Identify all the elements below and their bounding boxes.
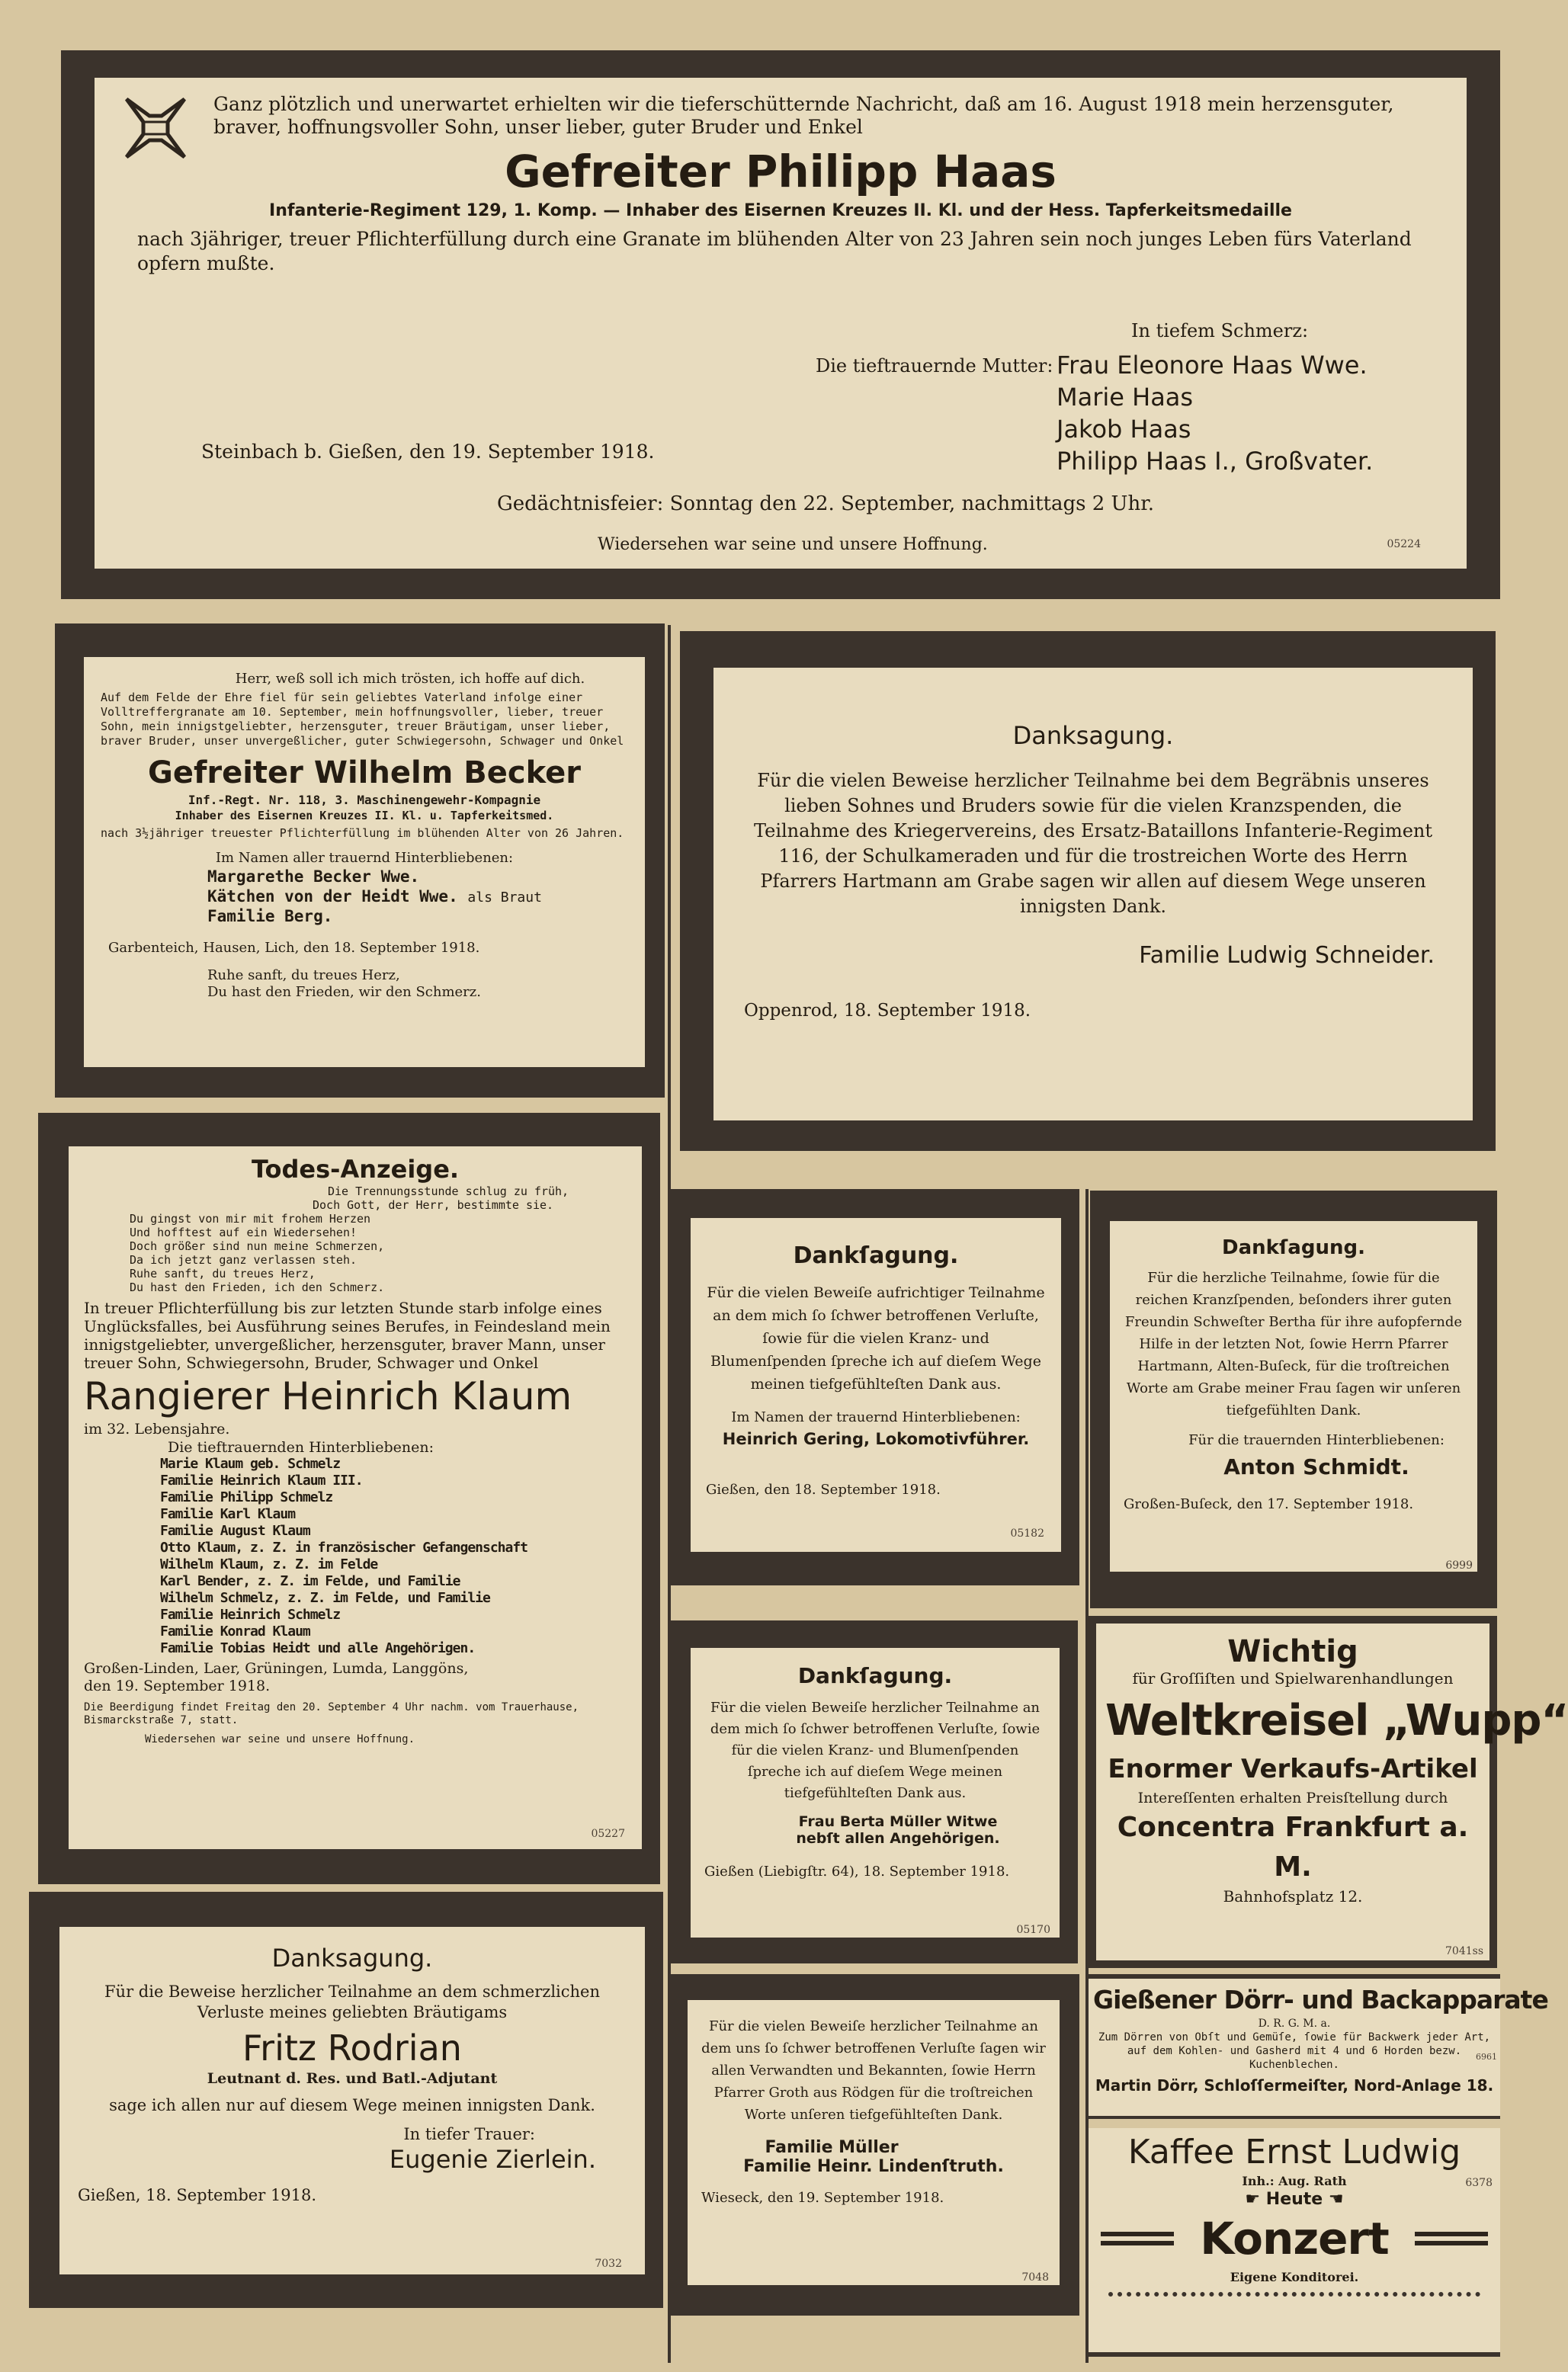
becker-text-2: nach 3½jähriger treuester Pflichterfüllung im blühenden Alter von 26 Jahren.	[101, 826, 624, 840]
thanks-anton-schmidt	[1090, 1191, 1497, 1608]
ad-weltkreisel-wupp	[1089, 1616, 1568, 1968]
kaffee-concert-row	[1093, 2212, 1496, 2265]
doerr-title: Gießener Dörr- und Backapparate	[1093, 1985, 1548, 2015]
klaum-name: Rangierer Heinrich Klaum	[84, 1374, 572, 1418]
wupp-number: 7041ss	[1445, 1945, 1483, 1957]
becker-text: Auf dem Felde der Ehre fiel für sein geliebtes Vaterland infolge einer Volltreffergranate am 10. September, mein hoffnungsvoller, lieber, treuer Sohn, mein innigstgeliebter, herzensguter, treuer Bräutigam, unser lieber, braver Bruder, unser unvergeßlicher, guter Schwiegersohn, Schwager und Onkel	[101, 691, 624, 748]
becker-place: Garbenteich, Hausen, Lich, den 18. September 1918.	[108, 940, 480, 956]
becker-closing-1: Ruhe sanft, du treues Herz,	[207, 967, 400, 983]
wupp-company: Concentra Frankfurt a. M.	[1117, 1812, 1469, 1883]
becker-unit-2: Inhaber des Eisernen Kreuzes II. Kl. u. Tapferkeitsmed.	[175, 809, 554, 822]
becker-mourners	[207, 867, 628, 926]
rodrian-name: Fritz Rodrian	[242, 2027, 462, 2069]
thanks-fritz-rodrian	[29, 1892, 663, 2308]
rodrian-text-2: sage ich allen nur auf diesem Wege meinen innigsten Dank.	[109, 2096, 595, 2114]
becker-mourn-intro: Im Namen aller trauernd Hinterbliebenen:	[215, 850, 514, 866]
thanks-heinrich-gering	[671, 1189, 1079, 1585]
rodrian-rank: Leutnant d. Res. und Batl.-Adjutant	[207, 2070, 498, 2087]
haas-unit: Infanterie-Regiment 129, 1. Komp. — Inhaber des Eisernen Kreuzes II. Kl. und der Hess. Tapferkeitsmedaille	[269, 201, 1292, 220]
haas-grief: In tiefem Schmerz:	[1131, 320, 1309, 341]
klaum-mourner: Marie Klaum geb. Schmelz	[160, 1456, 341, 1472]
becker-name: Gefreiter Wilhelm Becker	[147, 755, 581, 790]
rodrian-text: Für die Beweise herzlicher Teilnahme an dem schmerzlichen Verluste meines geliebten Bräutigams	[104, 1983, 601, 2021]
klaum-text: In treuer Pflichterfüllung bis zur letzten Stunde starb infolge eines Unglücksfalles, bei Ausführung seines Berufes, in Feindesland mein innigstgeliebter, unvergeßlicher, herzensguter, braver Mann, unser treuer Sohn, Schwiegersohn, Bruder, Schwager und Onkel	[84, 1299, 611, 1372]
berta-signature-2: nebſt allen Angehörigen.	[796, 1830, 1000, 1847]
ad-kaffee-ernst-ludwig	[1089, 2128, 1500, 2357]
wupp-address: Bahnhofsplatz 12.	[1223, 1887, 1363, 1906]
berta-signature-1: Frau Berta Müller Witwe	[798, 1813, 998, 1830]
obituary-philipp-haas	[61, 50, 1500, 599]
becker-mourner: Familie Berg.	[207, 907, 333, 925]
schneider-signature: Familie Ludwig Schneider.	[1139, 942, 1435, 969]
klaum-number: 05227	[591, 1828, 625, 1840]
klaum-verse-line: Du gingst von mir mit frohem Herzen	[130, 1212, 371, 1226]
haas-mourner: Marie Haas	[1057, 383, 1194, 412]
becker-mourner: Margarethe Becker Wwe.	[207, 867, 420, 886]
kaffee-today	[1093, 2190, 1496, 2209]
berta-text: Für die vielen Beweiſe herzlicher Teilnahme an dem mich ſo ſchwer betroffenen Verluſte, ſowie für die vielen Kranz- und Blumenſpenden ſpreche ich auf dieſem Wege meinen tiefgefühlteſten Dank aus.	[710, 1700, 1041, 1801]
gering-number: 05182	[1010, 1527, 1044, 1540]
haas-mourner: Philipp Haas I., Großvater.	[1057, 447, 1374, 476]
klaum-mourn-intro: Die tieftrauernden Hinterbliebenen:	[168, 1439, 434, 1456]
hand-left-icon: ☛	[1245, 2190, 1266, 2209]
klaum-verse-line: Und hofftest auf ein Wiedersehen!	[130, 1226, 358, 1239]
becker-unit-1: Inf.-Regt. Nr. 118, 3. Maschinengewehr-Kompagnie	[188, 793, 541, 807]
rodrian-title: Danksagung.	[271, 1944, 433, 1973]
gering-place: Gießen, den 18. September 1918.	[706, 1482, 941, 1498]
berta-number: 05170	[1016, 1924, 1050, 1936]
haas-number: 05224	[1387, 538, 1421, 550]
haas-mother-label: Die tieftrauernde Mutter:	[816, 355, 1053, 377]
haas-mourner: Jakob Haas	[1057, 415, 1191, 444]
hand-right-icon: ☚	[1323, 2190, 1344, 2209]
kaffee-today-label: Heute	[1265, 2190, 1323, 2209]
thanks-mueller-lindenstruth	[669, 1974, 1079, 2316]
schneider-text: Für die vielen Beweise herzlicher Teilnahme bei dem Begräbnis unseres lieben Sohnes und Bruders sowie für die vielen Kranzspenden, die Teilnahme des Kriegervereins, des Ersatz-Bataillons Infanterie-Regiment 116, der Schulkameraden und für die trostreichen Worte des Herrn Pfarrers Hartmann am Grabe sagen wir allen auf diesem Wege unseren innigsten Dank.	[753, 770, 1433, 917]
kaffee-number: 6378	[1465, 2177, 1493, 2189]
klaum-verse	[84, 1184, 627, 1294]
klaum-age: im 32. Lebensjahre.	[84, 1421, 230, 1438]
doerr-maker: Martin Dörr, Schloſſermeiſter, Nord-Anlage 18.	[1095, 2076, 1494, 2095]
rodrian-signature: Eugenie Zierlein.	[389, 2145, 596, 2174]
iron-cross-icon	[120, 93, 191, 163]
klaum-mourner: Familie Tobias Heidt und alle Angehörigen.	[160, 1640, 476, 1656]
becker-closing-2: Du hast den Frieden, wir den Schmerz.	[207, 984, 481, 1000]
klaum-mourner: Familie Karl Klaum	[160, 1506, 296, 1522]
becker-verse: Herr, weß soll ich mich trösten, ich hoffe auf dich.	[235, 671, 585, 687]
wupp-title: Wichtig	[1227, 1634, 1358, 1669]
schmidt-signature: Anton Schmidt.	[1223, 1454, 1409, 1479]
haas-place: Steinbach b. Gießen, den 19. September 1918.	[201, 441, 655, 463]
obituary-heinrich-klaum	[38, 1113, 660, 1884]
klaum-verse-line: Doch größer sind nun meine Schmerzen,	[130, 1239, 385, 1253]
lindenstruth-place: Wieseck, den 19. September 1918.	[701, 2190, 944, 2206]
schneider-title: Danksagung.	[1012, 721, 1174, 750]
concert-line-right-icon	[1415, 2232, 1488, 2236]
obituary-wilhelm-becker	[55, 623, 665, 1098]
wupp-info: Intereſſenten erhalten Preisſtellung durch	[1137, 1790, 1448, 1806]
gering-title: Dankſagung.	[793, 1242, 959, 1269]
klaum-verse-line: Du hast den Frieden, ich den Schmerz.	[130, 1281, 385, 1294]
klaum-mourner: Familie August Klaum	[160, 1523, 310, 1539]
rodrian-grief: In tiefer Trauer:	[403, 2125, 535, 2143]
rodrian-place: Gießen, 18. September 1918.	[78, 2186, 317, 2204]
klaum-place: Großen-Linden, Laer, Grüningen, Lumda, Langgöns, den 19. September 1918.	[84, 1660, 469, 1694]
klaum-mourner: Karl Bender, z. Z. im Felde, und Familie	[160, 1573, 460, 1589]
dotted-border-icon	[1108, 2292, 1480, 2297]
kaffee-name: Kaffee Ernst Ludwig	[1127, 2133, 1461, 2172]
thanks-ludwig-schneider	[680, 631, 1496, 1151]
klaum-mourner: Wilhelm Klaum, z. Z. im Felde	[160, 1556, 378, 1572]
kaffee-concert: Konzert	[1200, 2213, 1389, 2265]
klaum-verse-line: Die Trennungsstunde schlug zu früh,	[328, 1184, 569, 1198]
klaum-mourner: Familie Heinrich Schmelz	[160, 1607, 341, 1623]
wupp-slogan: Enormer Verkaufs-Artikel	[1108, 1754, 1478, 1784]
doerr-small-number: 6961	[1476, 2052, 1497, 2062]
gering-mourn-intro: Im Namen der trauernd Hinterbliebenen:	[731, 1409, 1021, 1425]
klaum-mourner: Otto Klaum, z. Z. in französischer Gefangenschaft	[160, 1540, 528, 1556]
lindenstruth-signature-2: Familie Heinr. Lindenſtruth.	[743, 2157, 1004, 2176]
haas-intro: Ganz plötzlich und unerwartet erhielten wir die tieferschütternde Nachricht, daß am 16. August 1918 mein herzensguter, braver, hoffnungsvoller Sohn, unser lieber, guter Bruder und Enkel	[213, 93, 1394, 138]
gering-signature: Heinrich Gering, Lokomotivführer.	[722, 1430, 1030, 1448]
wupp-subtitle: für Groſſiſten und Spielwarenhandlungen	[1132, 1669, 1454, 1688]
lindenstruth-signature-1: Familie Müller	[765, 2138, 899, 2157]
kaffee-bakery: Eigene Konditorei.	[1230, 2270, 1359, 2284]
berta-title: Dankſagung.	[797, 1663, 953, 1688]
haas-memorial: Gedächtnisfeier: Sonntag den 22. September, nachmittags 2 Uhr.	[497, 492, 1155, 515]
schmidt-text: Für die herzliche Teilnahme, ſowie für die reichen Kranzſpenden, beſonders ihrer guten Freundin Schweſter Bertha für ihre aufopfernde Hilfe in der letzten Not, ſowie Herrn Pfarrer Hartmann, Alten-Buſeck, für die troſtreichen Worte am Grabe meiner Frau ſagen wir unſeren tiefgefühlten Dank.	[1124, 1270, 1463, 1418]
berta-place: Gießen (Liebigſtr. 64), 18. September 1918.	[704, 1864, 1010, 1880]
thanks-berta-mueller	[671, 1620, 1078, 1963]
klaum-funeral: Die Beerdigung findet Freitag den 20. September 4 Uhr nachm. vom Trauerhause, Bismarckstraße 7, statt.	[84, 1701, 579, 1726]
kaffee-owner: Inh.: Aug. Rath	[1242, 2174, 1347, 2188]
lindenstruth-number: 7048	[1021, 2271, 1049, 2284]
schmidt-number: 6999	[1445, 1559, 1473, 1572]
klaum-title: Todes-Anzeige.	[251, 1155, 460, 1184]
schmidt-title: Dankſagung.	[1222, 1236, 1365, 1259]
klaum-mourners	[84, 1456, 627, 1657]
klaum-mourner: Familie Heinrich Klaum III.	[160, 1473, 363, 1489]
doerr-reg: D. R. G. M. a.	[1258, 2018, 1331, 2030]
klaum-verse-line: Doch Gott, der Herr, bestimmte sie.	[313, 1198, 554, 1212]
rodrian-number: 7032	[595, 2258, 622, 2270]
haas-name: Gefreiter Philipp Haas	[505, 146, 1057, 197]
klaum-closing: Wiedersehen war seine und unsere Hoffnung.	[145, 1733, 415, 1745]
klaum-mourner: Familie Philipp Schmelz	[160, 1489, 333, 1505]
schmidt-mourn-intro: Für die trauernden Hinterbliebenen:	[1188, 1432, 1445, 1448]
doerr-text: Zum Dörren von Obſt und Gemüſe, ſowie für Backwerk jeder Art, auf dem Kohlen- und Gasherd mit 4 und 6 Horden bezw. Kuchenblechen.	[1098, 2031, 1491, 2071]
haas-mourners	[1057, 349, 1373, 477]
klaum-mourner: Familie Konrad Klaum	[160, 1624, 310, 1640]
klaum-verse-line: Ruhe sanft, du treues Herz,	[130, 1267, 316, 1281]
schmidt-place: Großen-Buſeck, den 17. September 1918.	[1124, 1496, 1414, 1512]
gering-text: Für die vielen Beweiſe aufrichtiger Teilnahme an dem mich ſo ſchwer betroffenen Verluſte, ſowie für die vielen Kranz- und Blumenſpenden ſpreche ich auf dieſem Wege meinen tiefgefühlteſten Dank aus.	[707, 1284, 1045, 1393]
haas-closing: Wiedersehen war seine und unsere Hoffnung.	[598, 535, 988, 554]
klaum-mourner: Wilhelm Schmelz, z. Z. im Felde, und Familie	[160, 1590, 490, 1606]
klaum-verse-line: Da ich jetzt ganz verlassen steh.	[130, 1253, 358, 1267]
haas-text: nach 3jähriger, treuer Pflichterfüllung durch eine Granate im blühenden Alter von 23 Jahren sein noch junges Leben fürs Vaterland opfern mußte.	[137, 228, 1412, 274]
lindenstruth-text: Für die vielen Beweiſe herzlicher Teilnahme an dem uns ſo ſchwer betroffenen Verluſte ſagen wir allen Verwandten und Bekannten, ſowie Herrn Pfarrer Groth aus Rödgen für die troſtreichen Worte unſeren tiefgefühlteſten Dank.	[701, 2018, 1046, 2123]
ad-doerr-backapparate	[1089, 1974, 1548, 2119]
haas-mourner: Frau Eleonore Haas Wwe.	[1057, 351, 1368, 380]
concert-line-left-icon	[1101, 2232, 1174, 2236]
wupp-product: Weltkreisel „Wupp“	[1105, 1696, 1568, 1745]
becker-braut: als Braut	[467, 890, 542, 906]
schneider-place: Oppenrod, 18. September 1918.	[744, 1001, 1031, 1021]
becker-mourner: Kätchen von der Heidt Wwe.	[207, 887, 458, 906]
